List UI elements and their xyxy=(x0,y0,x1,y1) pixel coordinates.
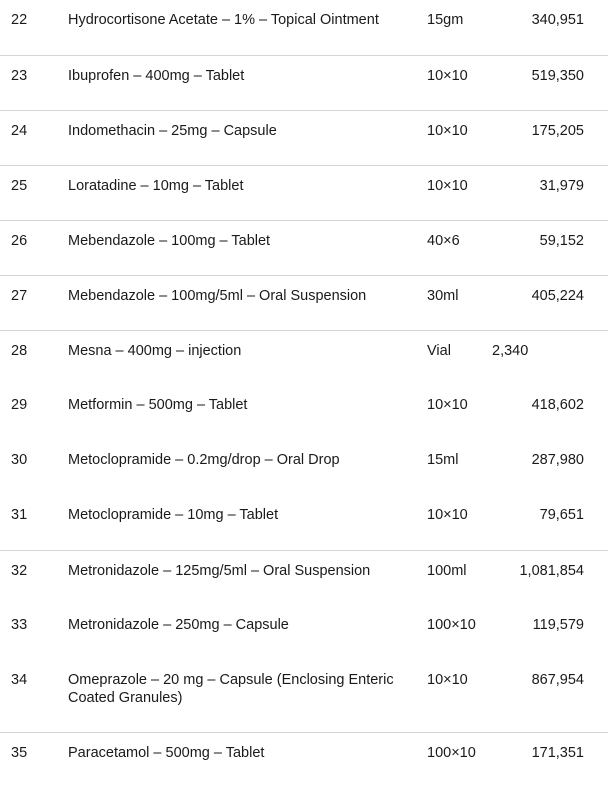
row-number: 22 xyxy=(11,12,28,28)
table-row xyxy=(0,275,608,330)
row-number: 26 xyxy=(11,233,28,249)
quantity-value: 519,350 xyxy=(531,68,584,84)
drug-name: Ibuprofen – 400mg – Tablet xyxy=(68,68,245,84)
table-row xyxy=(0,330,608,385)
pack-size: 40×6 xyxy=(427,233,460,249)
table-row xyxy=(0,220,608,275)
drug-name: Metronidazole – 125mg/5ml – Oral Suspension xyxy=(68,563,371,579)
pack-size: 10×10 xyxy=(427,123,468,139)
row-number: 24 xyxy=(11,123,28,139)
pack-size: 15ml xyxy=(427,452,459,468)
pack-size: Vial xyxy=(427,343,451,359)
row-number: 23 xyxy=(11,68,28,84)
quantity-value: 2,340 xyxy=(492,343,529,359)
table-row xyxy=(0,165,608,220)
pack-size: 30ml xyxy=(427,288,459,304)
pack-size: 10×10 xyxy=(427,672,468,688)
quantity-value: 59,152 xyxy=(539,233,584,249)
drug-name: Mebendazole – 100mg/5ml – Oral Suspension xyxy=(68,288,367,304)
drug-name: Metronidazole – 250mg – Capsule xyxy=(68,617,289,633)
pack-size: 100×10 xyxy=(427,745,476,761)
pack-size: 10×10 xyxy=(427,68,468,84)
pack-size: 100ml xyxy=(427,563,467,579)
row-number: 33 xyxy=(11,617,28,633)
drug-name: Omeprazole – 20 mg – Capsule (Enclosing Enteric Coated Granules) xyxy=(68,672,394,706)
table-row xyxy=(0,660,608,732)
quantity-value: 31,979 xyxy=(539,178,584,194)
table-row xyxy=(0,110,608,165)
pack-size: 15gm xyxy=(427,12,464,28)
table-row xyxy=(0,495,608,550)
table-row xyxy=(0,550,608,605)
drug-name: Indomethacin – 25mg – Capsule xyxy=(68,123,277,139)
drug-name: Hydrocortisone Acetate – 1% – Topical Ointment xyxy=(68,12,379,28)
drug-name: Metoclopramide – 0.2mg/drop – Oral Drop xyxy=(68,452,340,468)
row-number: 27 xyxy=(11,288,28,304)
table-row xyxy=(0,0,608,55)
drug-name: Metoclopramide – 10mg – Tablet xyxy=(68,507,279,523)
quantity-value: 340,951 xyxy=(531,12,584,28)
quantity-value: 405,224 xyxy=(531,288,584,304)
quantity-value: 287,980 xyxy=(531,452,584,468)
quantity-value: 119,579 xyxy=(532,617,584,633)
row-number: 29 xyxy=(11,397,28,413)
row-number: 25 xyxy=(11,178,28,194)
table-row xyxy=(0,55,608,110)
row-number: 30 xyxy=(11,452,28,468)
row-number: 32 xyxy=(11,563,28,579)
pack-size: 10×10 xyxy=(427,507,468,523)
quantity-value: 79,651 xyxy=(539,507,584,523)
drug-name: Mesna – 400mg – injection xyxy=(68,343,242,359)
quantity-value: 171,351 xyxy=(531,745,584,761)
drug-name: Metformin – 500mg – Tablet xyxy=(68,397,248,413)
row-number: 35 xyxy=(11,745,28,761)
table-row xyxy=(0,385,608,440)
row-number: 28 xyxy=(11,343,28,359)
drug-name: Paracetamol – 500mg – Tablet xyxy=(68,745,265,761)
pack-size: 10×10 xyxy=(427,397,468,413)
row-number: 31 xyxy=(11,507,28,523)
table-row xyxy=(0,440,608,495)
quantity-value: 418,602 xyxy=(531,397,584,413)
quantity-value: 175,205 xyxy=(531,123,584,139)
quantity-value: 867,954 xyxy=(531,672,584,688)
drug-name: Loratadine – 10mg – Tablet xyxy=(68,178,244,194)
quantity-value: 1,081,854 xyxy=(519,563,584,579)
table-row xyxy=(0,605,608,660)
pack-size: 100×10 xyxy=(427,617,476,633)
row-number: 34 xyxy=(11,672,28,688)
pack-size: 10×10 xyxy=(427,178,468,194)
drug-name: Mebendazole – 100mg – Tablet xyxy=(68,233,271,249)
table-row xyxy=(0,732,608,787)
